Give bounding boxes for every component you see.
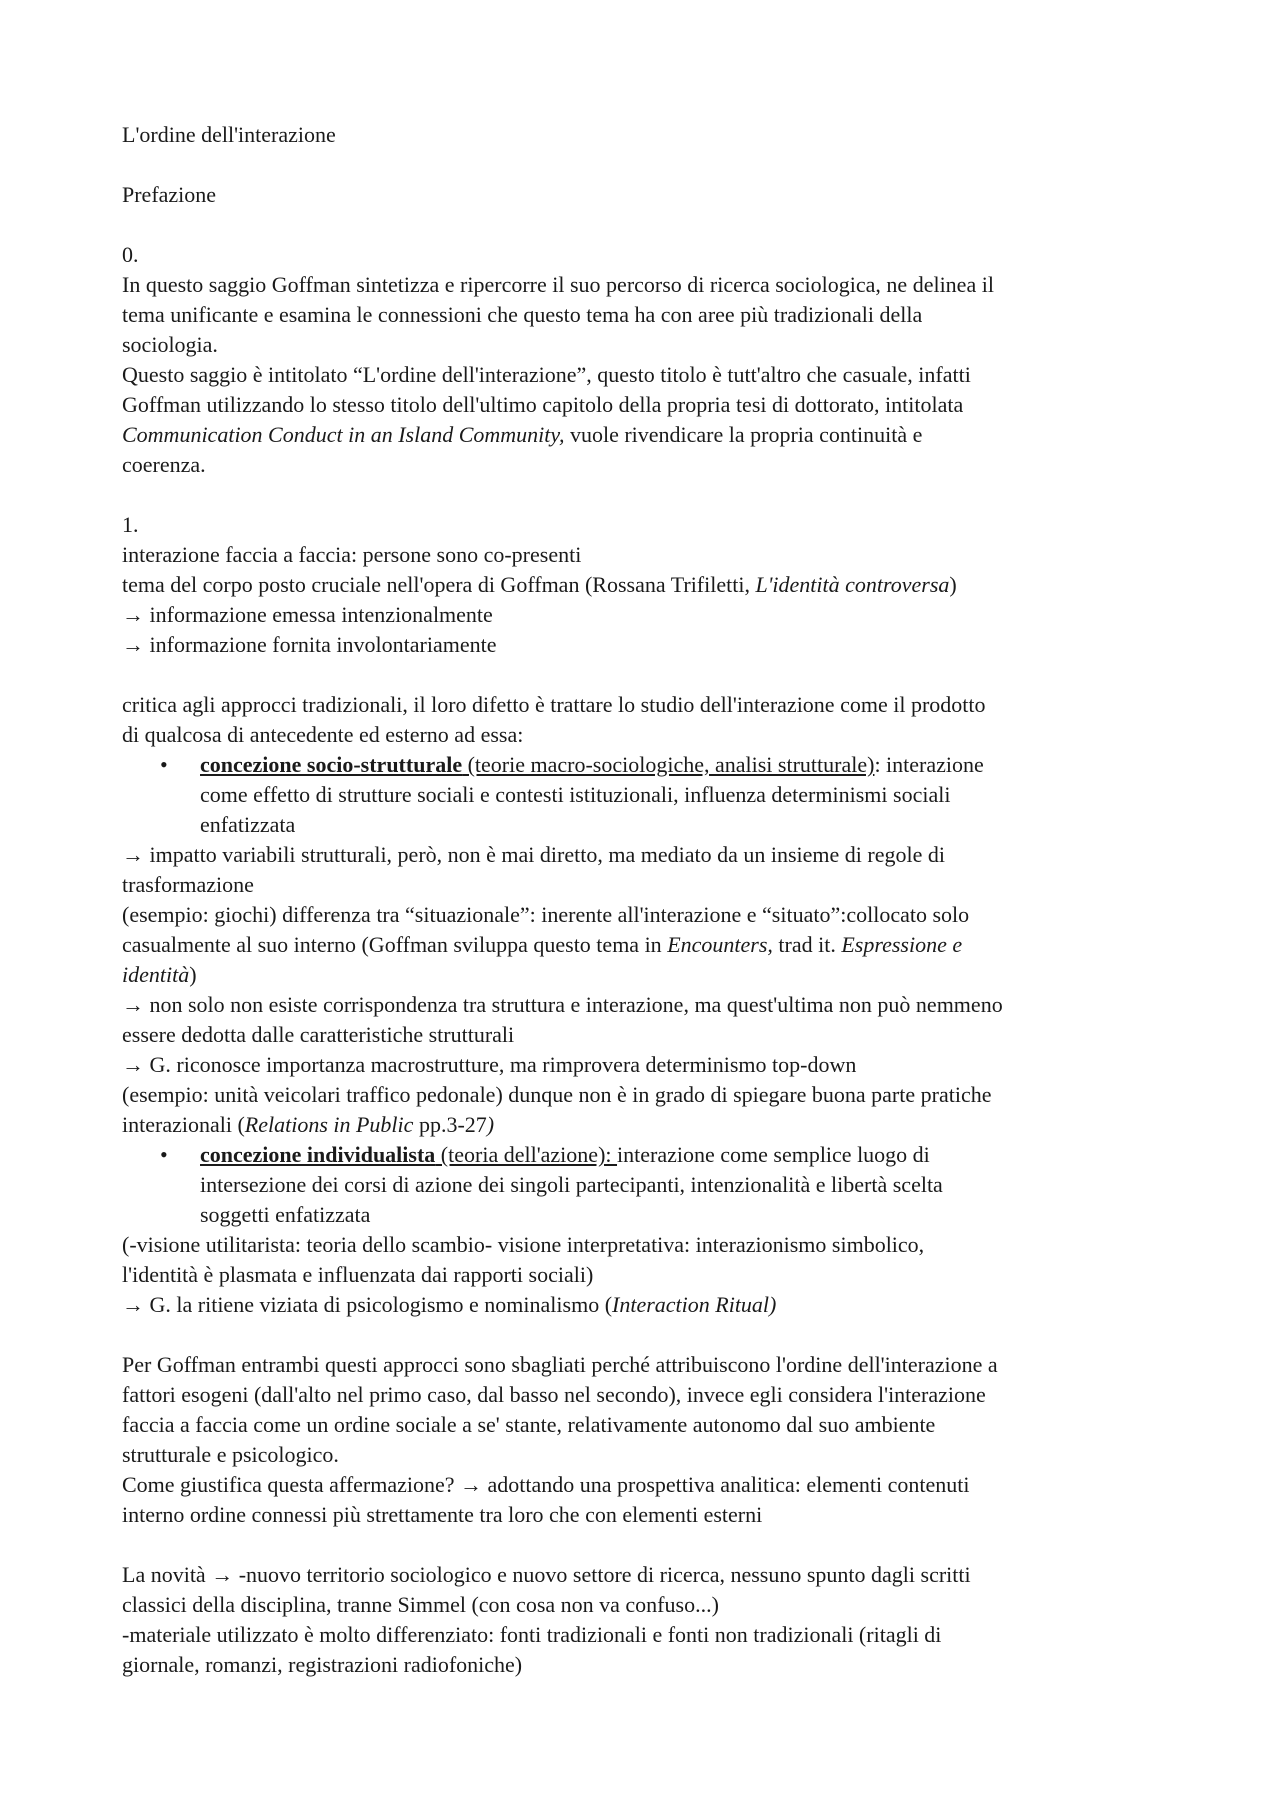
bullet-icon: • — [160, 1142, 168, 1167]
bold-term: concezione individualista — [200, 1142, 436, 1167]
text-line: giornale, romanzi, registrazioni radiofoniche) — [122, 1652, 523, 1677]
arrow-line: → non solo non esiste corrispondenza tra struttura e interazione, ma quest'ultima non può nemmeno — [122, 992, 1003, 1017]
text-line: strutturale e psicologico. — [122, 1442, 339, 1467]
text-span: casualmente al suo interno (Goffman sviluppa questo tema in — [122, 932, 668, 957]
text-span: ) — [189, 962, 197, 987]
text-line: critica agli approcci tradizionali, il loro difetto è trattare lo studio dell'interazione come il prodotto — [122, 692, 986, 717]
document-title: L'ordine dell'interazione — [122, 122, 336, 147]
italic-title: Espressione e — [841, 932, 963, 957]
section-number-1: 1. — [122, 512, 139, 537]
italic-title: Encounters, — [667, 932, 773, 957]
italic-title: Communication Conduct in an Island Community, — [122, 422, 565, 447]
underlined-span: (teorie macro-sociologiche, analisi strutturale) — [462, 752, 875, 777]
text-span: ) — [949, 572, 957, 597]
text-line: Come giustifica questa affermazione? → adottando una prospettiva analitica: elementi contenuti — [122, 1472, 970, 1497]
text-line: (esempio: giochi) differenza tra “situazionale”: inerente all'interazione e “situato”:collocato solo — [122, 902, 970, 927]
section-number-0: 0. — [122, 242, 139, 267]
italic-title: L'identità controversa — [755, 572, 950, 597]
arrow-line — [122, 1290, 1180, 1320]
text-line: trasformazione — [122, 872, 254, 897]
text-line — [200, 750, 1180, 780]
text-line: come effetto di strutture sociali e contesti istituzionali, influenza determinismi sociali — [200, 782, 951, 807]
text-line — [122, 1110, 1180, 1140]
text-span: interazionali ( — [122, 1112, 245, 1137]
bullet-item-individualist — [122, 1140, 1180, 1230]
italic-title: Relations in Public — [244, 1112, 414, 1137]
text-line: di qualcosa di antecedente ed esterno ad essa: — [122, 722, 524, 747]
text-line: essere dedotta dalle caratteristiche strutturali — [122, 1022, 515, 1047]
text-line: -materiale utilizzato è molto differenziato: fonti tradizionali e fonti non tradizionali (ritagli di — [122, 1622, 942, 1647]
text-line: interazione faccia a faccia: persone sono co-presenti — [122, 542, 582, 567]
preface-heading: Prefazione — [122, 182, 217, 207]
text-line: classici della disciplina, tranne Simmel (con cosa non va confuso...) — [122, 1592, 719, 1617]
text-line: In questo saggio Goffman sintetizza e ripercorre il suo percorso di ricerca sociologica, ne delinea il — [122, 272, 994, 297]
text-line: Per Goffman entrambi questi approcci sono sbagliati perché attribuiscono l'ordine dell'interazione a — [122, 1352, 998, 1377]
bold-term: concezione socio-strutturale — [200, 752, 463, 777]
text-line: intersezione dei corsi di azione dei singoli partecipanti, intenzionalità e libertà scelta — [200, 1172, 943, 1197]
text-line: coerenza. — [122, 452, 206, 477]
italic-title: Interaction Ritual) — [612, 1292, 777, 1317]
text-line: (esempio: unità veicolari traffico pedonale) dunque non è in grado di spiegare buona parte pratiche — [122, 1082, 992, 1107]
text-line: interno ordine connessi più strettamente tra loro che con elementi esterni — [122, 1502, 763, 1527]
text-line: soggetti enfatizzata — [200, 1202, 371, 1227]
text-line — [122, 960, 1180, 990]
text-span: interazione come semplice luogo di — [617, 1142, 930, 1167]
text-span: → G. la ritiene viziata di psicologismo e nominalismo ( — [122, 1292, 613, 1317]
text-line: Questo saggio è intitolato “L'ordine dell'interazione”, questo titolo è tutt'altro che casuale, infatti — [122, 362, 971, 387]
text-span: trad it. — [772, 932, 842, 957]
text-line: La novità → -nuovo territorio sociologico e nuovo settore di ricerca, nessuno spunto dagli scritti — [122, 1562, 971, 1587]
text-line: faccia a faccia come un ordine sociale a se' stante, relativamente autonomo dal suo ambiente — [122, 1412, 936, 1437]
text-line — [122, 420, 1180, 450]
text-line: tema unificante e esamina le connessioni che questo tema ha con aree più tradizionali della — [122, 302, 923, 327]
text-span: tema del corpo posto cruciale nell'opera di Goffman (Rossana Trifiletti, — [122, 572, 756, 597]
arrow-line: → impatto variabili strutturali, però, non è mai diretto, ma mediato da un insieme di regole di — [122, 842, 945, 867]
arrow-line: → informazione emessa intenzionalmente — [122, 602, 493, 627]
text-line: fattori esogeni (dall'alto nel primo caso, dal basso nel secondo), invece egli considera l'interazione — [122, 1382, 986, 1407]
italic-paren: ) — [486, 1112, 495, 1137]
text-span: pp.3-27 — [413, 1112, 487, 1137]
text-line — [200, 1140, 1180, 1170]
arrow-line: → informazione fornita involontariamente — [122, 632, 497, 657]
text-line: l'identità è plasmata e influenzata dai rapporti sociali) — [122, 1262, 594, 1287]
underlined-span: (teoria dell'azione): — [435, 1142, 618, 1167]
text-span: : interazione — [874, 752, 984, 777]
text-span: vuole rivendicare la propria continuità e — [564, 422, 923, 447]
text-line — [122, 930, 1180, 960]
bullet-item-structural — [122, 750, 1180, 840]
text-line — [122, 570, 1180, 600]
bullet-icon: • — [160, 752, 168, 777]
text-line: Goffman utilizzando lo stesso titolo dell'ultimo capitolo della propria tesi di dottorato, intitolata — [122, 392, 964, 417]
text-line: (-visione utilitarista: teoria dello scambio- visione interpretativa: interazionismo simbolico, — [122, 1232, 925, 1257]
arrow-line: → G. riconosce importanza macrostrutture, ma rimprovera determinismo top-down — [122, 1052, 857, 1077]
text-line: sociologia. — [122, 332, 218, 357]
text-line: enfatizzata — [200, 812, 296, 837]
italic-title: identità — [122, 962, 190, 987]
